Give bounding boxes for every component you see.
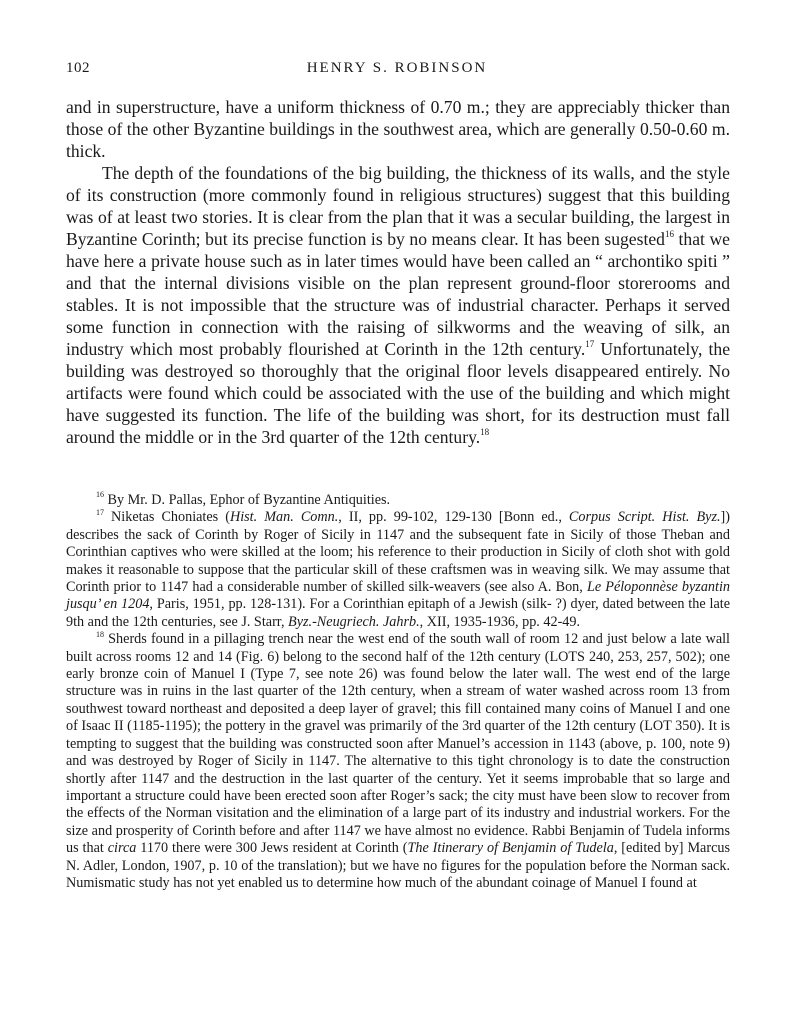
footnote-18-text-b: 1170 there were 300 Jews resident at Corinth ( bbox=[136, 840, 408, 857]
paragraph-2-text-c: Unfortunately, the building was destroyed so thoroughly that the original floor levels disappeared entirely. No artifacts were found which could be associated with the use of the building and which might have suggested its function. The life of the building was short, for its destruction must fall around the middle or in the 3rd quarter of the 12th century. bbox=[66, 339, 730, 447]
running-head: HENRY S. ROBINSON bbox=[306, 60, 488, 76]
paragraph-1-text: and in superstructure, have a uniform thickness of 0.70 m.; they are appreciably thicker than those of the other Byzantine buildings in the southwest area, which are generally 0.50-0.60 m. thick. bbox=[66, 97, 730, 161]
footnote-17-text-c: ]) describes the sack of Corinth by Roger of Sicily in 1147 and the subsequent fate in Sicily of those Theban and Corinthian captives who were skilled at the loom; his reference to their production in Sicily of cloth shot with gold makes it reasonable to suppose that the particular skill of these craftsmen was in weaving silk. We may assume that Corinth prior to 1147 had a considerable number of skilled silk-weavers (see also A. Bon, bbox=[66, 509, 730, 596]
footnote-16-mark: 16 bbox=[96, 490, 104, 500]
main-text bbox=[66, 96, 730, 448]
page-number: 102 bbox=[66, 60, 90, 76]
footnote-17-text-e: , XII, 1935-1936, pp. 42-49. bbox=[419, 613, 581, 630]
footnote-16-text: By Mr. D. Pallas, Ephor of Byzantine Antiquities. bbox=[104, 492, 391, 508]
footnote-17-italic-b: Corpus Script. Hist. Byz. bbox=[568, 509, 721, 526]
footnote-17-text-a: Niketas Choniates ( bbox=[104, 509, 230, 526]
footnote-17 bbox=[66, 509, 730, 631]
footnote-18-italic-b: The Itinerary of Benjamin of Tudela bbox=[407, 840, 614, 857]
footnote-18-mark: 18 bbox=[96, 629, 104, 639]
footnote-18-text-c: , [edited by] Marcus N. Adler, London, 1907, p. 10 of the translation); but we have no figures for the population before the Norman sack. Numismatic study has not yet enabled us to determine how much of the abundant coinage of Manuel I found at bbox=[66, 840, 730, 891]
footnote-16 bbox=[66, 492, 730, 509]
footnote-17-italic-c: Le Péloponnèse byzantin jusqu’ en 1204 bbox=[66, 579, 730, 613]
footnote-ref-16[interactable]: 16 bbox=[664, 229, 674, 240]
footnote-18 bbox=[66, 631, 730, 892]
footnote-17-mark: 17 bbox=[96, 507, 104, 517]
footnote-18-text-a: Sherds found in a pillaging trench near the west end of the south wall of room 12 and just below a late wall built across rooms 12 and 14 (Fig. 6) belong to the second half of the 12th century (LOTS 240, 253, 257, 502); one early bronze coin of Manuel I (Type 7, see note 26) was found below the later wall. The west end of the large structure was in ruins in the last quarter of the 12th century, when a stream of water washed across room 13 from southwest toward northeast and deposited a deep layer of gravel; this fill contained many coins of Manuel I and one of Isaac II (1185-1195); the pottery in the gravel was primarily of the 3rd quarter of the 12th century (LOT 350). It is tempting to suggest that the building was constructed soon after Manuel’s accession in 1143 (above, p. 100, note 9) and was destroyed by Roger of Sicily in 1147. The alternative to this tight chronology is to date the construction shortly after 1147 and the destruction in the last quarter of the century. Yet it seems improbable that so large and important a structure could have been erected soon after Roger’s sack; the city must have been slow to recover from the effects of the Norman visitation and the elimination of a large part of its industry and industrial workers. For the size and prosperity of Corinth before and after 1147 we have almost no evidence. Rabbi Benjamin of Tudela informs us that bbox=[66, 631, 730, 857]
footnote-17-text-b: , II, pp. 99-102, 129-130 [Bonn ed., bbox=[338, 509, 569, 526]
paragraph-1 bbox=[66, 96, 730, 162]
paragraph-2-text-b: that we have here a private house such as in later times would have been called an “ archontiko spiti ” and that the internal divisions visible on the plan represent ground-floor storerooms and stables. It is not impossible that the structure was of industrial character. Perhaps it served some function in connection with the raising of silkworms and the weaving of silk, an industry which most probably flourished at Corinth in the 12th century. bbox=[66, 229, 730, 359]
paragraph-2 bbox=[66, 162, 730, 448]
footnote-17-text-d: , Paris, 1951, pp. 128-131). For a Corinthian epitaph of a Jewish (silk- ?) dyer, dated between the late 9th and the 12th centuries, see J. Starr, bbox=[66, 596, 730, 630]
footnote-ref-17[interactable]: 17 bbox=[585, 339, 595, 350]
footnote-ref-18[interactable]: 18 bbox=[480, 427, 490, 438]
footnote-17-italic-d: Byz.-Neugriech. Jahrb. bbox=[288, 613, 420, 630]
footnotes bbox=[66, 492, 730, 892]
page-header bbox=[66, 60, 728, 82]
footnote-17-italic-a: Hist. Man. Comn. bbox=[229, 509, 339, 526]
paragraph-2-text-a: The depth of the foundations of the big building, the thickness of its walls, and the style of its construction (more commonly found in religious structures) suggest that this building was of at least two stories. It is clear from the plan that it was a secular building, the largest in Byzantine Corinth; but its precise function is by no means clear. It has been sugested bbox=[66, 163, 730, 249]
footnote-18-italic-a: circa bbox=[107, 840, 137, 857]
